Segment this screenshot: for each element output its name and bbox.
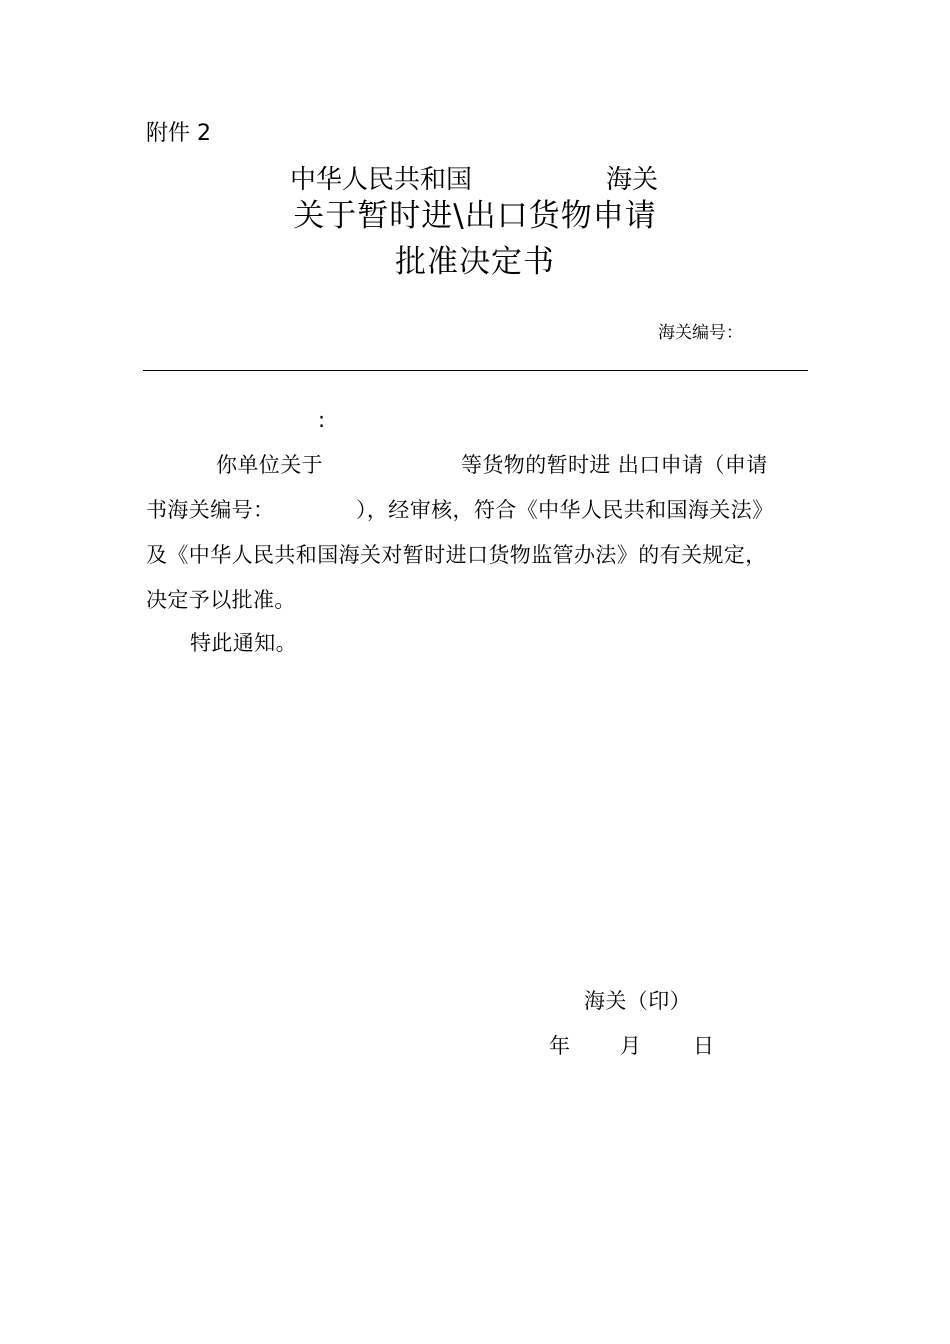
- attachment-label: 附件 2: [146, 121, 211, 146]
- paragraph-line-1-end: 等货物的暂时进 出口申请（申请: [461, 453, 768, 477]
- header-divider: [143, 370, 808, 371]
- date-month-label: 月: [620, 1034, 641, 1058]
- title-customs: 海关: [606, 165, 659, 195]
- notice-text: 特此通知。: [190, 631, 297, 655]
- paragraph-line-2-start: 书海关编号：: [146, 498, 275, 522]
- customs-number-label: 海关编号：: [658, 323, 743, 343]
- paragraph-line-1-start: 你单位关于: [216, 453, 323, 477]
- title-subject: 关于暂时进\出口货物申请: [293, 198, 657, 234]
- paragraph-line-4: 决定予以批准。: [146, 588, 296, 612]
- title-country: 中华人民共和国: [290, 165, 473, 195]
- date-day-label: 日: [693, 1034, 714, 1058]
- date-year-label: 年: [549, 1034, 570, 1058]
- addressee-colon: :: [318, 408, 326, 432]
- paragraph-line-2-end: ），经审核，符合《中华人民共和国海关法》: [356, 498, 774, 522]
- paragraph-line-3: 及《中华人民共和国海关对暂时进口货物监管办法》的有关规定，: [146, 543, 767, 567]
- title-document-type: 批准决定书: [395, 244, 555, 280]
- customs-seal-label: 海关（印）: [584, 989, 691, 1013]
